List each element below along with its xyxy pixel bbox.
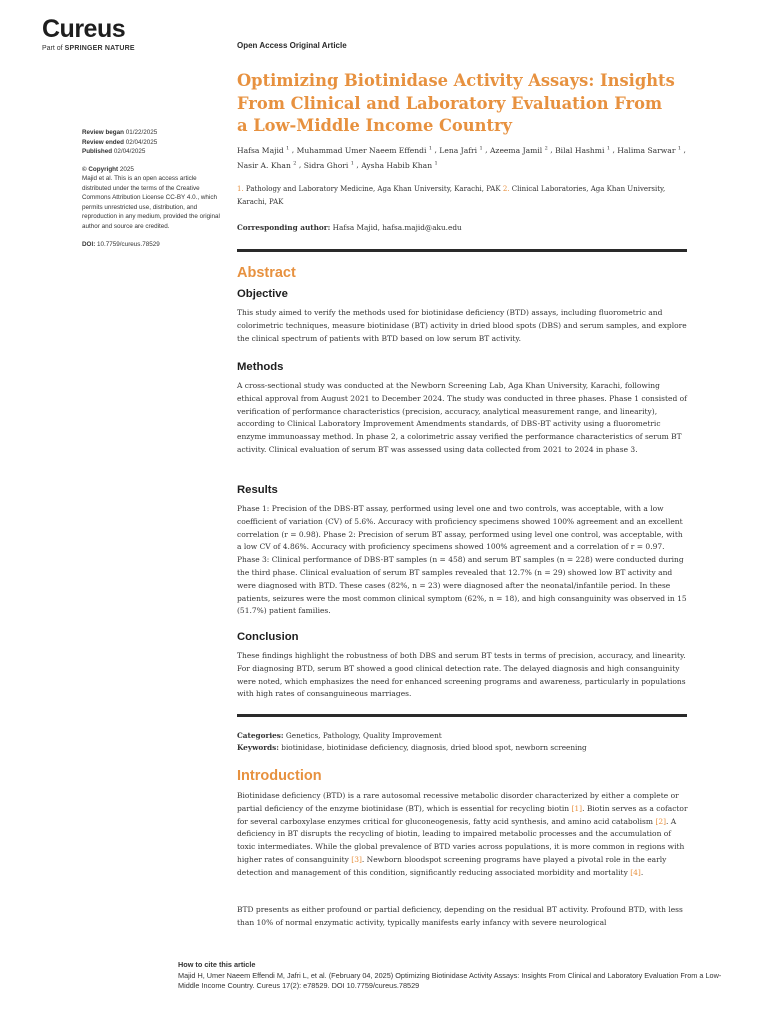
article-sidebar (82, 128, 222, 250)
author-affiliation-ref: 1 (606, 145, 611, 151)
author-name[interactable]: Halima Sarwar $^1$ (617, 145, 682, 155)
logo-wordmark: Cureus (42, 15, 126, 43)
categories-text[interactable]: Genetics, Pathology, Quality Improvement (285, 731, 442, 740)
copyright-block (82, 165, 222, 232)
objective-text: This study aimed to verify the methods used for biotinidase deficiency (BTD) assays, including fluorometric and colorimetric techniques, measure biotinidase (BT) activity in dried blood spots (DBS) and serum samples, and explore the clinical spectrum of patients with BTD based on low serum BT activity. (237, 308, 687, 343)
methods-text: A cross-sectional study was conducted at the Newborn Screening Lab, Aga Khan University, Karachi, following ethical approval from August 2021 to December 2024. The study was conducted in three phases. Phase 1 consisted of verification of performance characteristics (precision, accuracy, analytical measurement range, and linearity), according to Clinical Laboratory Improvement Amendments standards, of DBS-BT activity using a fluorometric enzyme immunoassay method. In phase 2, a colorimetric assay verified the performance characteristics of serum BT activity. Clinical evaluation of serum BT was assessed using data collected from 2021 to 2024 in phase 3. (237, 381, 687, 454)
divider (237, 714, 687, 717)
affiliation-text: Pathology and Laboratory Medicine, Aga Khan University, Karachi, PAK (245, 185, 501, 193)
author-affiliation-ref: 1 (428, 145, 433, 151)
how-to-cite (178, 960, 738, 992)
introduction-paragraph: BTD presents as either profound or partial deficiency, depending on the residual BT activity. Profound BTD, with less than 10% of normal enzymatic activity, typically manifests early infancy with severe neurological (237, 905, 683, 927)
cureus-logo[interactable] (42, 16, 135, 53)
author-name[interactable]: Bilal Hashmi $^1$ (555, 145, 611, 155)
conclusion-heading: Conclusion (237, 631, 299, 643)
keywords-text: biotinidase, biotinidase deficiency, diagnosis, dried blood spot, newborn screening (281, 743, 587, 752)
doi-link[interactable]: 10.7759/cureus.78529 (97, 241, 160, 248)
author-name[interactable]: Nasir A. Khan $^2$ (237, 160, 297, 170)
author-affiliation-ref: 1 (350, 160, 354, 167)
methods-heading: Methods (237, 361, 284, 373)
author-name[interactable]: Hafsa Majid $^1$ (237, 145, 290, 155)
corresponding-author (237, 223, 462, 232)
keywords-line (237, 742, 688, 755)
reference-link[interactable]: [3] (351, 854, 362, 864)
article-title: Optimizing Biotinidase Activity Assays: Insights From Clinical and Laboratory Evaluation From a Low-Middle Income Country (237, 71, 675, 135)
copyright-line: © Copyright 2025 (82, 165, 134, 173)
logo-publisher: SPRINGER NATURE (64, 45, 135, 52)
article-type: Open Access Original Article (237, 41, 347, 50)
reference-link[interactable]: [2] (655, 816, 667, 826)
logo-publisher-line (42, 44, 135, 53)
introduction-heading: Introduction (237, 768, 322, 784)
logo-part-of: Part of (42, 45, 63, 52)
review-began: Review began 01/22/2025 (82, 129, 158, 136)
author-affiliation-ref: 1 (479, 145, 483, 151)
published-date: Published 02/04/2025 (82, 148, 146, 155)
introduction-paragraph: Biotinidase deficiency (BTD) is a rare autosomal recessive metabolic disorder characterized by either a complete or partial deficiency of the enzyme biotinidase (BT), which is essential for recycling biotin [1]. Biotin serves as a cofactor for several carboxylase enzymes critical for gluconeogenesis, fatty acid synthesis, and amino acid catabolism [2]. A deficiency in BT disrupts the recycling of biotin, leading to impaired metabolic processes and the accumulation of toxic intermediates. While the global prevalence of BTD varies across populations, it is more common in regions with higher rates of consanguinity [3]. Newborn bloodspot screening programs have played a pivotal role in the early detection and management of this condition, significantly reducing associated morbidity and mortality [4]. (237, 791, 688, 877)
author-name[interactable]: Muhammad Umer Naeem Effendi $^1$ (296, 145, 433, 155)
author-name[interactable]: Lena Jafri $^1$ (439, 145, 483, 155)
affiliations (237, 183, 687, 209)
author-name[interactable]: Azeema Jamil $^2$ (489, 145, 548, 155)
results-text: Phase 1: Precision of the DBS-BT assay, performed using level one and two controls, was acceptable, with a low coefficient of variation (CV) of 5.6%. Accuracy with proficiency specimens showed 100% agreement and an excellent correlation (r = 0.98). Phase 2: Precision of serum BT assay, performed using level one control, was acceptable, with a low CV of 4.86%. Accuracy with proficiency specimens showed 100% agreement and a correlation of r = 0.97. Phase 3: Clinical performance of DBS-BT samples (n = 458) and serum BT samples (n = 228) were conducted during the third phase. Clinical evaluation of serum BT samples revealed that 12.7% (n = 29) showed low BT activity and were diagnosed with BTD. These cases (82%, n = 23) were diagnosed after the neonatal/infantile period. In these patients, seizures were the most common clinical symptom (62%, n = 18), and high consanguinity was observed in 15 (51.7%) patient families. (237, 504, 687, 616)
abstract-heading: Abstract (237, 265, 296, 281)
categories-label: Categories: (237, 731, 284, 740)
author-affiliation-ref: 1 (434, 160, 438, 167)
author-affiliation-ref: 2 (293, 160, 297, 167)
review-dates (82, 128, 222, 157)
author-name[interactable]: Sidra Ghori $^1$ (303, 160, 354, 170)
affiliation-text: Clinical Laboratories, Aga Khan University, Karachi, PAK (237, 185, 666, 206)
author-affiliation-ref: 1 (677, 145, 682, 151)
license-text: Majid et al. This is an open access article distributed under the terms of the Creative Commons Attribution License CC-BY 4.0., which permits unrestricted use, distribution, and reproduction in any medium, provided the original author and source are credited. (82, 175, 220, 230)
categories-line (237, 730, 688, 743)
reference-link[interactable]: [4] (630, 867, 641, 877)
conclusion-text: These findings highlight the robustness of both DBS and serum BT tests in terms of precision, accuracy, and linearity. For diagnosing BTD, serum BT showed a good clinical detection rate. The delayed diagnosis and high consanguinity were noted, which emphasizes the need for enhanced screening programs and awareness, particularly in populations with high rates of consanguineous marriages. (237, 651, 686, 699)
author-affiliation-ref: 1 (286, 145, 290, 151)
review-ended: Review ended 02/04/2025 (82, 138, 158, 146)
reference-link[interactable]: [1] (571, 803, 583, 813)
doi-line: DOI: 10.7759/cureus.78529 (82, 241, 160, 248)
author-affiliation-ref: 2 (544, 145, 548, 151)
corresponding-text[interactable]: Hafsa Majid, hafsa.majid@aku.edu (332, 223, 462, 232)
cite-heading: How to cite this article (178, 960, 256, 969)
keywords-label: Keywords: (237, 743, 279, 752)
objective-heading: Objective (237, 288, 288, 300)
author-list: Hafsa Majid $^1$ , Muhammad Umer Naeem Effendi $^1$ , Lena Jafri $^1$ , Azeema Jamil $^2$ , Bilal Hashmi $^1$ , Halima Sarwar $^1$ , Nasir A. Khan $^2$ , Sidra Ghori $^1$ , Aysha Habib Khan $^1$ (237, 145, 686, 170)
corresponding-label: Corresponding author: (237, 223, 331, 232)
results-heading: Results (237, 484, 278, 496)
cite-text: Majid H, Umer Naeem Effendi M, Jafri L, et al. (February 04, 2025) Optimizing Biotinidase Activity Assays: Insights From Clinical and Laboratory Evaluation From a Low-Middle Income Country. Cureus 17(2): e78529. DOI 10.7759/cureus.78529 (178, 970, 722, 990)
divider (237, 249, 687, 252)
author-name[interactable]: Aysha Habib Khan $^1$ (361, 160, 438, 170)
affiliation-num: 2. (502, 185, 510, 193)
affiliation-num: 1. (237, 185, 244, 193)
